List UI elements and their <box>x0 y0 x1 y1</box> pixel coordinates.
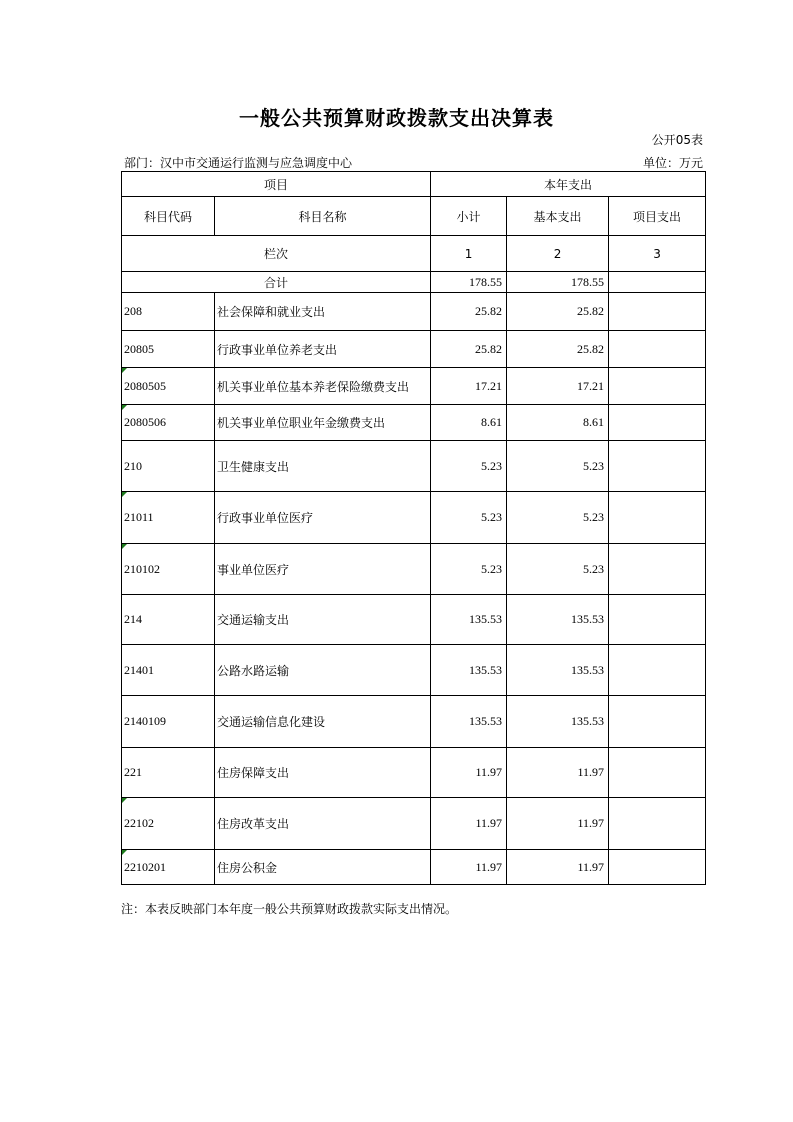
header-name: 科目名称 <box>215 197 431 236</box>
row-name: 机关事业单位基本养老保险缴费支出 <box>215 368 431 405</box>
row-subtotal: 5.23 <box>431 441 507 492</box>
row-subtotal: 11.97 <box>431 850 507 885</box>
row-basic: 17.21 <box>507 368 609 405</box>
row-subtotal: 11.97 <box>431 748 507 798</box>
total-subtotal: 178.55 <box>431 272 507 293</box>
row-project <box>609 441 706 492</box>
table-row <box>122 331 706 368</box>
row-name: 事业单位医疗 <box>215 544 431 595</box>
row-project <box>609 595 706 645</box>
row-name: 住房保障支出 <box>215 748 431 798</box>
row-subtotal: 25.82 <box>431 331 507 368</box>
row-name: 卫生健康支出 <box>215 441 431 492</box>
row-subtotal: 5.23 <box>431 544 507 595</box>
row-basic: 11.97 <box>507 748 609 798</box>
row-basic: 135.53 <box>507 645 609 696</box>
table-row <box>122 405 706 441</box>
table-row <box>122 645 706 696</box>
row-subtotal: 5.23 <box>431 492 507 544</box>
expenditure-table <box>121 171 706 885</box>
total-basic: 178.55 <box>507 272 609 293</box>
row-name: 交通运输信息化建设 <box>215 696 431 748</box>
table-code: 公开05表 <box>651 133 703 147</box>
department-label: 部门：汉中市交通运行监测与应急调度中心 <box>124 156 353 170</box>
header-item: 项目 <box>122 172 431 197</box>
row-subtotal: 25.82 <box>431 293 507 331</box>
row-project <box>609 492 706 544</box>
row-basic: 5.23 <box>507 544 609 595</box>
row-code: 2080506 <box>122 405 215 441</box>
row-code: 2140109 <box>122 696 215 748</box>
row-project <box>609 850 706 885</box>
header-row-1 <box>122 172 706 197</box>
row-basic: 8.61 <box>507 405 609 441</box>
header-basic: 基本支出 <box>507 197 609 236</box>
row-name: 社会保障和就业支出 <box>215 293 431 331</box>
row-subtotal: 11.97 <box>431 798 507 850</box>
row-code: 21011 <box>122 492 215 544</box>
total-label: 合计 <box>122 272 431 293</box>
row-subtotal: 135.53 <box>431 645 507 696</box>
unit-label: 单位：万元 <box>642 156 703 170</box>
row-basic: 25.82 <box>507 331 609 368</box>
row-code: 21401 <box>122 645 215 696</box>
row-code: 214 <box>122 595 215 645</box>
header-row-2 <box>122 197 706 236</box>
page-title: 一般公共预算财政拨款支出决算表 <box>239 106 554 130</box>
row-basic: 5.23 <box>507 441 609 492</box>
row-project <box>609 696 706 748</box>
col-3: 3 <box>609 236 706 272</box>
row-code: 20805 <box>122 331 215 368</box>
row-code: 208 <box>122 293 215 331</box>
row-code: 210102 <box>122 544 215 595</box>
table-row <box>122 595 706 645</box>
table-row <box>122 748 706 798</box>
footnote: 注：本表反映部门本年度一般公共预算财政拨款实际支出情况。 <box>121 902 458 916</box>
row-basic: 11.97 <box>507 798 609 850</box>
row-basic: 135.53 <box>507 595 609 645</box>
row-code: 210 <box>122 441 215 492</box>
table-row <box>122 492 706 544</box>
header-code: 科目代码 <box>122 197 215 236</box>
row-name: 机关事业单位职业年金缴费支出 <box>215 405 431 441</box>
row-name: 行政事业单位医疗 <box>215 492 431 544</box>
col-2: 2 <box>507 236 609 272</box>
row-project <box>609 368 706 405</box>
row-basic: 135.53 <box>507 696 609 748</box>
total-project <box>609 272 706 293</box>
row-project <box>609 798 706 850</box>
row-code: 2210201 <box>122 850 215 885</box>
total-row <box>122 272 706 293</box>
row-name: 住房改革支出 <box>215 798 431 850</box>
row-basic: 5.23 <box>507 492 609 544</box>
header-current-year: 本年支出 <box>431 172 706 197</box>
row-code: 22102 <box>122 798 215 850</box>
row-project <box>609 645 706 696</box>
table-row <box>122 798 706 850</box>
row-name: 公路水路运输 <box>215 645 431 696</box>
row-project <box>609 748 706 798</box>
row-project <box>609 293 706 331</box>
table-row <box>122 441 706 492</box>
row-basic: 25.82 <box>507 293 609 331</box>
row-label: 栏次 <box>122 236 431 272</box>
row-name: 交通运输支出 <box>215 595 431 645</box>
table-row <box>122 368 706 405</box>
row-project <box>609 544 706 595</box>
table-row <box>122 293 706 331</box>
row-code: 221 <box>122 748 215 798</box>
table-row <box>122 850 706 885</box>
row-subtotal: 8.61 <box>431 405 507 441</box>
row-subtotal: 135.53 <box>431 595 507 645</box>
col-1: 1 <box>431 236 507 272</box>
row-subtotal: 135.53 <box>431 696 507 748</box>
row-basic: 11.97 <box>507 850 609 885</box>
table-row <box>122 696 706 748</box>
header-subtotal: 小计 <box>431 197 507 236</box>
row-name: 行政事业单位养老支出 <box>215 331 431 368</box>
header-project: 项目支出 <box>609 197 706 236</box>
row-project <box>609 331 706 368</box>
row-name: 住房公积金 <box>215 850 431 885</box>
row-subtotal: 17.21 <box>431 368 507 405</box>
row-project <box>609 405 706 441</box>
row-code: 2080505 <box>122 368 215 405</box>
header-row-3 <box>122 236 706 272</box>
table-row <box>122 544 706 595</box>
